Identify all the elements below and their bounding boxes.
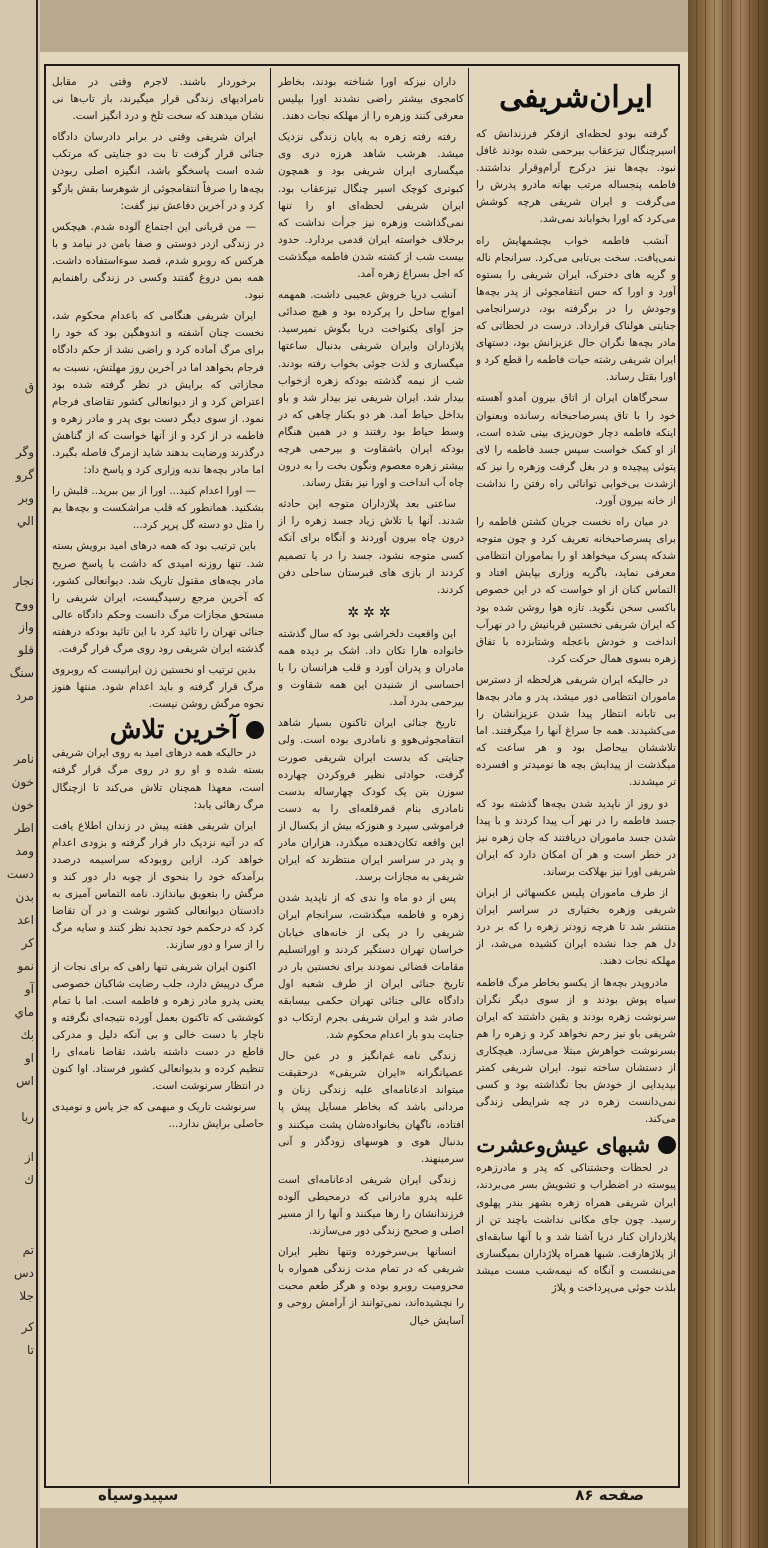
paragraph: سحرگاهان ایران از اتاق بیرون آمدو آهسته خود را با تاق پسرصاحبخانه رسانده وبعنوان اینکه فاطمه دچار خون‌ریزی بینی شده است، از او کمک خواست سپس جسد فاطمه را لای پتوئی پیچیده و در بغل گرفت وزهره را نیز که ازشدت بی‌خوابی توانائی راه رفتن را نداشت از خانه بیرون آورد.	[476, 392, 676, 507]
paragraph: انسانها بی‌سرخورده وتنها نظیر ایران شریفی که در تمام مدت زندگی همواره با محرومیت روبرو بوده و هرگز طعم محبت را نچشیده‌اند، نمی‌توانند از آرامش روحی و آسایش خیال	[278, 1246, 464, 1327]
book-binding-edge	[688, 0, 768, 1548]
paragraph: ساعتی بعد پلازداران متوجه این حادثه شدند. آنها با تلاش زیاد جسد زهره را از درون چاه بیرون آوردند و آنگاه برای آنکه کسی متوجه نشود، جسد را در یا تصمیم کردند از بازی های قبرستان ساحلی دفن کردند.	[278, 498, 464, 596]
previous-page-text-fragment: تم	[22, 1243, 34, 1257]
section-divider: ✲✲✲	[347, 604, 395, 621]
paragraph: سرنوشت تاریک و مبهمی که جز یاس و نومیدی حاصلی برایش ندارد...	[52, 1101, 264, 1131]
previous-page-text-fragment: ق	[24, 380, 34, 394]
paragraph: بدین ترتیب او نخستین زن ایرانیست که روبروی مرگ قرار گرفته و باید اعدام شود. منتها هنوز نحوه مرگش روشن نیست.	[52, 664, 264, 711]
paragraph: از طرف ماموران پلیس عکسهائی از ایران شریفی وزهره بختیاری در سراسر ایران منتشر شد تا هرچه زودتر زهره را که بر درد دل هم ‌جدا نشده ایران کشیده می‌شد، از مهلکه نجات دهند.	[476, 887, 676, 968]
previous-page-text-fragment: کر	[21, 936, 34, 950]
previous-page-text-fragment: ك	[24, 1173, 34, 1187]
previous-page-text-fragment: اطر	[14, 821, 34, 835]
previous-page-text-fragment: ريا	[21, 1110, 34, 1124]
paragraph: برخوردار باشند. لاجرم وقتی در مقابل نامرادیهای زندگی قرار میگیرند، باز تاب‌ها نی نشان میدهند که سخت تلخ و درد انگیز است.	[52, 76, 264, 123]
paragraph: دو روز از ناپدید شدن بچه‌ها گذشته بود که جسد فاطمه را در نهر آب پیدا کردند و با پیدا شدن جسد ماموران دریافتند که جان زهره نیز در خطر است و هر آن امکان دارد که ایران شریفی اورا نیز بهلاکت برساند.	[476, 797, 676, 878]
paragraph: در حالیکه ایران شریفی هرلحظه از دسترس ماموران انتظامی دور میشد، پدر و مادر بچه‌ها بی تابانه انتظار پیدا شدن عزیزانشان را می‌کشیدند. همه جا سراغ آنها را میگرفتند. اما تلاششان بیحاصل بود و هر ساعت که میگذشت از پیدایش بچه ها نومیدتر و افسرده تر میشدند.	[476, 673, 676, 789]
subheading-nights-of-revelry: شبهای عیش‌و‌عشرت	[476, 1136, 676, 1154]
previous-page-text-fragment: دس	[14, 1266, 34, 1280]
previous-page-text-fragment: وگر	[15, 445, 34, 459]
previous-page-text-fragment: اس	[16, 1074, 34, 1088]
previous-page-text-fragment: ماي	[14, 1005, 34, 1019]
previous-page-text-fragment: خون	[11, 775, 34, 789]
column-rule-right	[468, 68, 469, 1484]
previous-page-text-fragment: نامر	[13, 752, 34, 766]
paragraph: در میان راه نخست جریان کشتن فاطمه را برای پسرصاحبخانه تعریف کرد و چون متوجه شدکه پسرک میخواهد او را بماموران انتظامی معرفی نماید، باگریه وزاری بپایش افتاد و التماس کنان از او خواست که در این خصوص باکسی سخن نگوید. تازه هوا روشن شده بود که ایران شریفی نخستین قربانیش را در نهرآب انداخت و خودش باعجله وشتابزده با تفاق زهره بسوی همال حرکت کرد.	[476, 516, 676, 665]
previous-page-text-fragment: مرد	[15, 689, 34, 703]
bullet-icon	[246, 721, 264, 739]
article-title: ایران‌شریفی	[499, 80, 653, 115]
previous-page-text-fragment: گرو	[15, 468, 34, 482]
previous-page-text-fragment: از	[24, 1150, 34, 1164]
paragraph: آنشب فاطمه خواب بچشمهایش راه نمی‌یافت. سخت بی‌تابی می‌کرد. سرانجام ناله و گریه های دخترک، ایران شریفی را بستوه آورد و اورا که حس انتقامجوئی از پدر بچه‌ها وجودش را در برگرفته بود، درسرانجامی جنایتی هولناک قرارداد. درست در لحظاتی که مادر بچه‌ها نگران حال عزیزانش بود، دستهای ایران شریفی رشته حیات فاطمه را قطع کرد و اورا بقتل رساند.	[476, 234, 676, 384]
previous-page-text-fragment: نجار	[13, 574, 34, 588]
paragraph: — اورا اعدام کنید... اورا از بین ببرید.. قلبش را بشکنید. همانطور که قلب مراشکست و بچه‌ها یم را مثل دو دسته گل پرپر کرد...	[52, 485, 264, 532]
paragraph: زندگی ایران شریفی ادعانامه‌ای است علیه پدرو مادرانی که درمحیطی آلوده فرزندانشان را رها میکنند و آنها را از مسیر اصلی و صحیح زندگی دور می‌سازند.	[278, 1173, 464, 1238]
paragraph: مادروپدر بچه‌ها از یکسو بخاطر مرگ فاطمه سیاه پوش بودند و از سوی دیگر نگران سرنوشت زهره بودند و یقین داشتند که ایران شریفی باو نیز رحم نخواهد کرد و زهره را هم بسرنوشت خواهرش مبتلا می‌سازد. هیچکاری از دستشان ساخته نبود. ایران شریفی کمتر بپدیدایی از خودش بجا نگذاشته بود و کسی نمی‌دانست زهره در چه شرایطی زندگی می‌کند.	[476, 976, 676, 1126]
previous-page-text-fragment: ومد	[15, 844, 34, 858]
column-2-text-continued	[278, 626, 464, 1330]
previous-page-text-fragment: تا	[27, 1343, 34, 1357]
subheading-last-attempt: آخرین تلاش	[52, 721, 264, 739]
paragraph: ایران شریفی وقتی در برابر دادرسان دادگاه جنائی قرار گرفت تا بت دو جنایتی که مرتکب شده است پاسخگو باشد، انگیزه اصلی ربودن بچه‌ها را صرفاً انتقامجوئی از شوهرسا بقش بازگو کرد و در آخرین دفاعش نیز گفت:	[52, 131, 264, 212]
column-1-text	[476, 126, 676, 1128]
paragraph: در لحظات وحشتناکی که پدر و مادرزهره پیوسته در اضطراب و تشویش بسر می‌بردند، ایران شریفی همراه زهره بشهر بندر پهلوی رسید. چون جای مکانی نداشت باچند تن از پلازداران کنار دریا آشنا شد و با آنها سابقه‌ای از پلاژهارفت. شبها همراه پلاژداران بمیگساری می‌نشست و آنگاه که نیمه‌شب مست میشد بلذت جوئی می‌پرداخت و پلاژ	[476, 1162, 676, 1294]
previous-page-text-fragment: الي	[17, 514, 34, 528]
article-column-3	[52, 74, 264, 1478]
magazine-name: سپیدوسیاه	[98, 1486, 179, 1504]
previous-page-text-fragment: سنگ	[9, 666, 34, 680]
previous-page-text-fragment: دست	[6, 867, 34, 881]
paragraph: اکنون ایران شریفی تنها راهی که برای نجات از مرگ درپیش دارد، جلب رضایت شاکیان خصوصی یعنی پدرو مادر زهره و فاطمه است. اما با تمام کوششی که تاکنون بعمل آورده نتیجه‌ای نگرفته و ناچار با دست خالی و بی آنکه دلیل و مدرکی قاطع در دست داشته باشد، تقاضا نامه‌ای را تنظیم کرده و بدیوانعالی کشور فرستاد. اوا کنون در انتظار سرنوشت است.	[52, 960, 264, 1093]
column-1-text-continued	[476, 1160, 676, 1297]
previous-page-text-fragment: اعد	[17, 913, 34, 927]
paragraph: زندگی نامه غم‌انگیز و در عین حال عصیانگرانه «ایران شریفی» درحقیقت میتواند ادعانامه‌ای علیه زندگی زنان و مردانی باشد که بخاطر مسایل پیش پا افتاده، ناگهان بخانواده‌شان پشت میکنند و بدنبال هوی و هوسهای زودگذر و آنی سرمینهند.	[278, 1050, 464, 1165]
paragraph: این واقعیت دلخراشی بود که سال گذشته خانواده هارا تکان داد. اشک بر دیده همه مادران و پدران آورد و قلب هرانسان را با احساسی از شنیدن این همه شقاوت و بیرحمی بدرد آمد.	[278, 627, 464, 709]
paragraph: — من قربانی این اجتماع آلوده شدم. هیچکس در زندگی ازدر دوستی و صفا بامن در نیامد و با هرکس که روبرو شدم، قصد سوءاستفاده داشت. همه بمن دروغ گفتند وکسی در زندگی راهنمایم نبود.	[52, 220, 264, 302]
previous-page-text-fragment: کر	[21, 1320, 34, 1334]
previous-page-text-fragment: واز	[19, 620, 34, 634]
previous-page-text-fragment: بك	[20, 1028, 34, 1042]
previous-page-text-fragment: او	[24, 1051, 34, 1065]
previous-page-text-fragment: آو	[24, 982, 34, 996]
previous-page-text-fragment: بدن	[15, 890, 34, 904]
paragraph: تاریخ جنائی ایران تاکنون بسیار شاهد انتقامجوئی‌هوو و نامادری بوده است. ولی جنایتی که بدست ایران شریفی صورت گرفت، حوادثی نظیر فروکردن چهارده سوزن بتن یک کودک چهارساله بدست نامادری بنام قمرقلعه‌ای را به دست فراموشی سپرد و هنوزکه بیش از یکسال از این واقعه تکان‌دهنده میگذرد، هزاران مادر و پدر در سراسر ایران منتظرند که ایران شریفی به مجازات برسد.	[278, 717, 464, 884]
page-footer	[40, 1486, 688, 1508]
paragraph: گرفته بودو لحظه‌ای ازفکر فرزندانش که اسیرچنگال تیزعقاب بیرحمی شده بودند غافل نبود. بچه‌ها نیز درکرج آرام‌وقرار نداشتند. فاطمه پنجساله مرتب بهانه مادرو پدرش را می‌گرفت و ایران شریفی هرچه کوشش می‌کرد که اورا بخواباند نمی‌شد.	[476, 128, 676, 226]
article-column-1	[476, 74, 676, 1478]
previous-page-text-fragment: قلو	[18, 643, 34, 657]
paragraph: در حالیکه همه درهای امید به روی ایران شریفی بسته شده و او رو در روی مرگ قرار گرفته است، معهذا همچنان تلاش می‌کند تا ازچنگال مرگ رهائی یابد:	[52, 747, 264, 811]
column-2-text	[278, 74, 464, 599]
previous-page-text-fragment: جلا	[19, 1289, 34, 1303]
article-column-2	[278, 74, 464, 1478]
previous-page-text-fragment: وبر	[18, 491, 34, 505]
paragraph: پس از دو ماه وا ندی که از ناپدید شدن زهره و فاطمه میگذشت، سرانجام ایران شریفی را در یکی از خانه‌های خیابان خراسان تهران دستگیر کردند و اوراتسلیم مقامات قضائی نمودند برای نخستین بار در تاریخ جنائی ایران از طرف شعبه اول دادگاه عالی جنائی تهران حکمی بیسابقه صادر شد و ایران شریفی بجرم ارتکاب دو جنایت بدو بار اعدام محکوم شد.	[278, 892, 464, 1042]
column-3-text	[52, 74, 264, 713]
paragraph: ایران شریفی هنگامی که باعدام محکوم شد، نخست چنان آشفته و اندوهگین بود که خود را برای مرگ آماده کرد و راضی نشد از حکم دادگاه فرجام بخواهد اما در آخرین روز مهلتش، نسبت به مجازاتی که برایش در نظر گرفته شده بود اعتراض کرد و از دیوانعالی کشور تقاضای فرجام نمود. از سوی دیگر دست بوی پدر و مادر زهره و فاطمه در از کرد و از آنها خواست که از گناهش درگذرند ورضایت بدهند شاید ازمرگ فاصله بگیرد. اما مادر بچه‌ها ندبه وزاری کرد و پاسخ داد:	[52, 310, 264, 477]
paragraph: رفته رفته زهره به پایان زندگی نزدیک میشد. هرشب شاهد هرزه دری وی میگساری ایران شریفی بود و همچون کبوتری کوچک اسیر چنگال تیزعقاب بود. ایران شریفی لحظه‌ای او را تنها نمی‌گذاشت وزهره نیز جرأت نداشت که برخلاف خواسته ایران قدمی بردارد. حدود بیست شب از کشته شدن فاطمه میگذشت که اجل بسراغ زهره آمد.	[278, 131, 464, 281]
paragraph: باین ترتیب بود که همه درهای امید برویش بسته شد. تنها روزنه امیدی که داشت با پاسخ صریح مادر بچه‌های مقتول تاریک شد. دیوانعالی کشور، که آخرین مرجع رسیدگیست، ایران شریفی را مستحق مجازات مرگ دانست وحکم دادگاه عالی جنائی تهران را تائید کرد با این تائید بودکه درهفته گذشته ایران شریفی رود روی مرگ قرار گرفت.	[52, 540, 264, 655]
previous-page-column-rule	[36, 0, 38, 1548]
previous-page-text-fragment: نمو	[17, 959, 34, 973]
bullet-icon	[658, 1136, 676, 1154]
previous-page-edge	[0, 0, 40, 1548]
magazine-page	[40, 52, 688, 1508]
previous-page-text-fragment: خون	[11, 798, 34, 812]
previous-page-text-fragment: ووح	[14, 597, 34, 611]
paragraph: ایران شریفی هفته پیش در زندان اطلاع یافت که در آتیه نزدیک دار قرار گرفته و بزودی اعدام خواهد کرد. ازاین روبودکه سراسیمه درصدد برآمدکه خود را بنحوی از چوبه دار دور کند و مرگش را بتعویق بیاندازد. نامه التماس آمیزی به دادستان دیوانعالی کشور نوشت و در آن تقاضا کرد که درحکمم خود تجدید نظر کنند و سایه مرگ را از سرا و دور سازند.	[52, 819, 264, 952]
page-number: صفحه ۸۶	[575, 1486, 644, 1504]
paragraph: داران نیزکه اورا شناخته بودند، بخاطر کامجوی بیشتر راضی نشدند اورا بپلیس معرفی کنند وزهره را از مهلکه نجات دهند.	[278, 76, 464, 123]
column-rule-left	[270, 68, 271, 1484]
column-3-text-continued	[52, 745, 264, 1133]
paragraph: آنشب دریا خروش عجیبی داشت. همهمه امواج ساحل را پرکرده بود و هیچ صدائی جز آوای یکنواخت دریا بگوش نمیرسید. پلازداران وایران شریفی بدنبال ساعتها میگساری و لذت جوئی بخواب رفته بودند. شب از نیمه گذشته بودکه زهره ازخواب بیدار شد. ایران شریفی نیز بیدار شد و باو بداخل حیاط آمد. هر دو بکنار چاهی که در وسط حیاط بود رفتند و در همین هنگام بودکه ایران باشقاوت و بیرحمی هرچه بیشتر زهره معصوم ونگون بخت را به درون چاه آب انداخت و اورا نیز بقتل رساند.	[278, 289, 464, 490]
